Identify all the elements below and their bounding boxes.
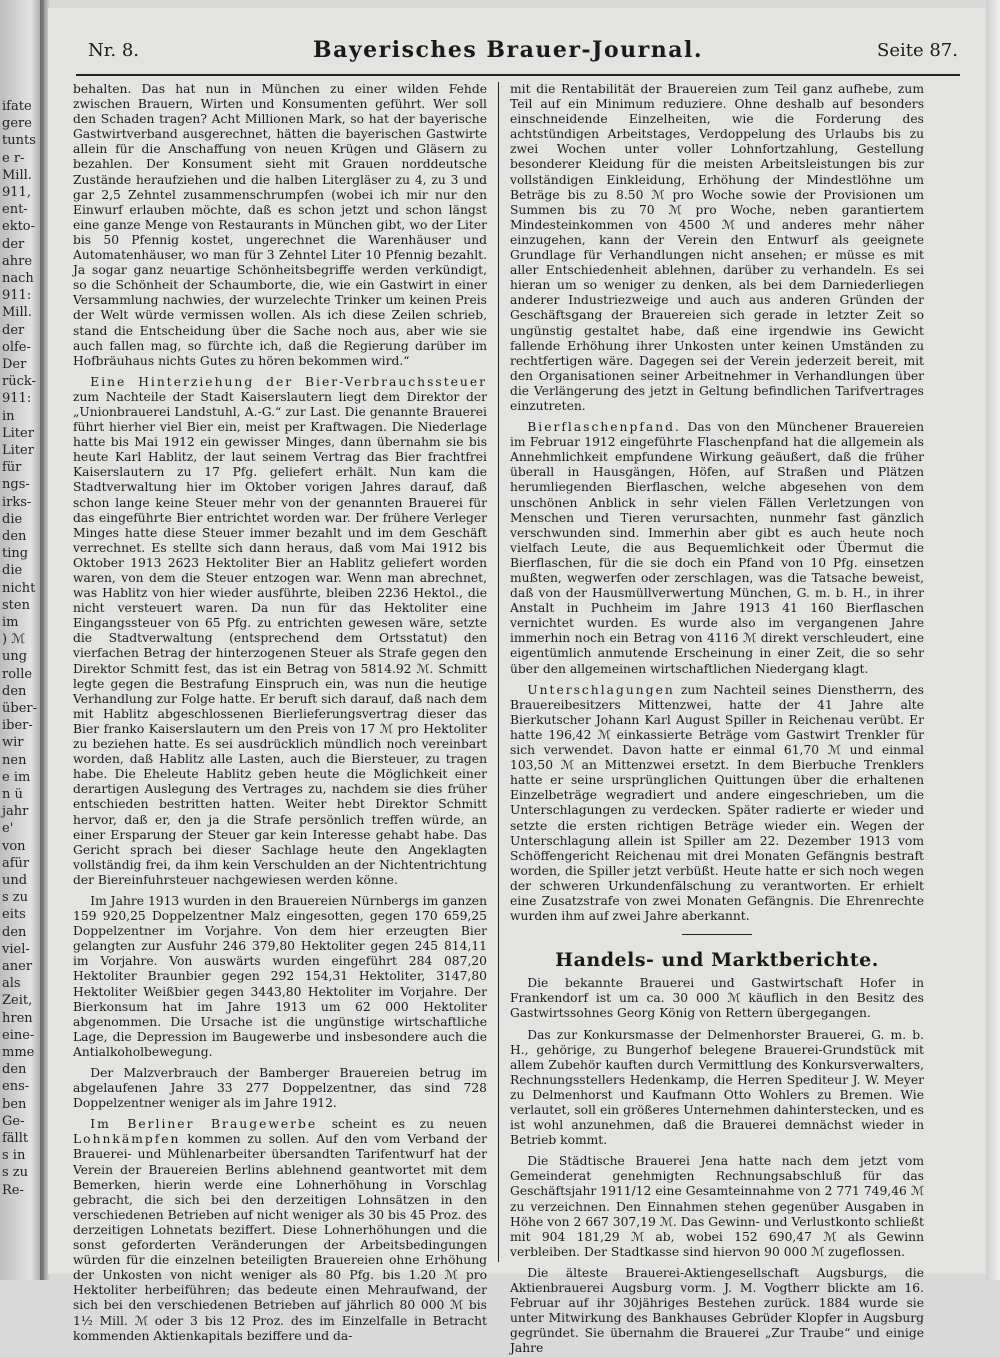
spine-text-fragment: ngs- [2, 477, 30, 493]
spine-text-fragment: 911: [2, 391, 32, 407]
spine-text-fragment: s zu [2, 890, 29, 906]
article-paragraph: mit die Rentabilität der Brauereien zum Teil ganz aufhebe, zum Teil auf ein Minimum reduziere. Ohne deshalb auf besonders einschneidende Einzelheiten, wie die Forderung des achtstündigen Arbeitstages, Verdoppelung des Urlaubs bis zu zwei Wochen unter voller Lohnfortzahlung, Gestellung besonderer Kleidung für die meisten Arbeitsleistungen bis zur vollständigen Einkleidung, Erhöhung der Mindestlöhne um Beträge bis zu 8.50 ℳ pro Woche sowie der Provisionen um Summen bis zu 70 ℳ pro Woche, neben garantiertem Mindesteinkommen von 4500 ℳ und anderes mehr näher einzugehen, kann der Verein den Entwurf als geeignete Grundlage für Verhandlungen nicht ansehen; er müsse es mit aller Entschiedenheit ablehnen, darüber zu verhandeln. Es sei hieran um so weniger zu denken, als bei dem Darniederliegen anderer Industriezweige und auch aus anderen Gründen der Geschäftsgang der Brauereien sich gerade in letzter Zeit so ungünstig gestaltet habe, daß eine irgendwie ins Gewicht fallende Erhöhung ihrer Unkosten unter keinen Umständen zu rechtfertigen wäre. Dagegen sei der Verein jederzeit bereit, mit den Organisationen seiner Arbeitnehmer in Verhandlungen über die Verlängerung des jetzt in Geltung befindlichen Tarifvertrages einzutreten. [510, 82, 924, 413]
spine-text-fragment: Zeit, [2, 993, 33, 1009]
spine-text-fragment: die [2, 511, 23, 527]
spine-text-fragment: Re- [2, 1182, 24, 1198]
spine-text-fragment: eine- [2, 1027, 35, 1043]
article-lead: Eine Hinterziehung der Bier-Verbrauchssteuer [90, 374, 487, 389]
header-rule [76, 74, 960, 76]
spine-text-fragment: den [2, 1062, 27, 1078]
spine-text-fragment: Mill. [2, 167, 32, 183]
article-paragraph: Im Jahre 1913 wurden in den Brauereien Nürnbergs im ganzen 159 920,25 Doppelzentner Malz eingesotten, gegen 170 659,25 Doppelzentner im Vorjahre. Von dem hier erzeugten Bier gelangten zur Ausfuhr 246 379,80 Hektoliter gegen 245 814,11 im Vorjahre. Von auswärts wurden eingeführt 284 087,20 Hektoliter Braunbier gegen 292 154,31 Hektoliter, 3147,80 Hektoliter Weißbier gegen 3443,80 Hektoliter im Vorjahre. Der Bierkonsum hat im Jahre 1913 um 62 000 Hektoliter abgenommen. Die Ursache ist die ungünstige wirtschaftliche Lage, die Depression im Baugewerbe und insbesondere auch die Antialkoholbewegung. [73, 893, 487, 1059]
spine-text-fragment: über- [2, 701, 37, 716]
spine-text-fragment: in [2, 408, 15, 424]
article-lead: Unterschlagungen [527, 682, 675, 697]
spine-text-fragment: ung [2, 649, 28, 665]
article-paragraph [510, 420, 924, 677]
spine-text-fragment: gere [2, 116, 32, 132]
section-divider [682, 934, 752, 935]
section-heading: Handels- und Marktberichte. [555, 949, 879, 972]
article-text: kommen zu sollen. Auf den vom Verband der Brauerei- und Mühlenarbeiter übersandten Tarifentwurf hat der Verein der Brauereien Berlins ablehnend geantwortet mit dem Bemerken, hierin werde eine Lohnerhöhung in Vorschlag gebracht, die sich bei den derzeitigen Lohnsätzen in den verschiedenen Betrieben auf nicht weniger als 30 bis 45 Proz. des derzeitigen Lohnetats beziffert. Diese Lohnerhöhungen und die sonst geforderten Veränderungen der Arbeitsbedingungen würden für die einzelnen beteiligten Brauereien ohne Erhöhung der Unkosten von nicht weniger als 80 Pfg. bis 1.20 ℳ pro Hektoliter herbeiführen; das bedeute einen Mehraufwand, der sich bei den verschiedenen Betrieben auf jährlich 80 000 ℳ bis 1½ Mill. ℳ oder 3 bis 12 Proz. des im Einzelfalle in Betracht kommenden Aktienkapitals beziffere und da- [73, 1132, 487, 1343]
spine-text-fragment: 911, [2, 185, 31, 200]
spine-text-fragment: der [2, 322, 25, 338]
spine-text-fragment: jahr [2, 804, 29, 820]
spine-text-fragment: s in [2, 1148, 26, 1164]
spine-text-fragment: nicht [2, 580, 36, 596]
article-paragraph [510, 683, 924, 925]
spine-text-fragment: s zu [2, 1165, 29, 1181]
article-text: scheint es zu neuen [331, 1117, 487, 1132]
spine-text-fragment: afür [2, 855, 30, 871]
spine-text-fragment: e' [2, 821, 14, 837]
spine-text-fragment: e r- [2, 150, 25, 166]
spine-text-fragment: von [2, 838, 26, 854]
spine-text-fragment: Ge- [2, 1113, 25, 1129]
spine-text-fragment: nen [2, 752, 27, 768]
spine-text-fragment: ekto- [2, 219, 36, 235]
journal-title: Bayerisches Brauer-Journal. [313, 37, 703, 63]
spine-text-fragment: fällt [2, 1131, 29, 1146]
spine-text-fragment: viel- [2, 941, 30, 957]
spine-text-fragment: ifate [2, 99, 32, 114]
page-edge [986, 0, 1000, 1280]
spine-text-fragment: ent- [2, 202, 28, 218]
column-divider [498, 82, 499, 1262]
spine-text-fragment: eits [2, 907, 26, 923]
article-paragraph: Die älteste Brauerei-Aktiengesellschaft Augsburgs, die Aktienbrauerei Augsburg vorm. J. M. Vogtherr blickte am 16. Februar auf ihr 30jähriges Bestehen zurück. 1884 wurde sie unter Mitwirkung des Bankhauses Gebrüder Klopfer in Augsburg gegründet. Sie übernahm die Brauerei „Zur Traube“ und einige Jahre [510, 1265, 924, 1356]
spine-text-fragment: ben [2, 1096, 27, 1112]
spine-text-fragment: als [2, 976, 21, 992]
spine-text-fragment: für [2, 460, 22, 476]
article-text: zum Nachteil seines Dienstherrn, des Brauereibesitzers Mittenzwei, hatte der 41 Jahre alte Bierkutscher Johann Karl August Spiller in Reichenau verübt. Er hatte 196,42 ℳ einkassierte Beträge vom Gastwirt Trenkler für sich verwendet. Davon hatte er einmal 61,70 ℳ und einmal 103,50 ℳ an Mittenzwei ersetzt. In dem Bierbuche Trenklers hatte er seine ursprünglichen Quittungen über die erhaltenen Einzelbeträge wegradiert und andere eingeschrieben, um die Unterschlagungen zu verdecken. Später radierte er wieder und setzte die ersten richtigen Beträge wieder ein. Wegen der Unterschlagung allein ist Spiller am 22. Dezember 1913 vom Schöffengericht Reichenau mit drei Monaten Gefängnis bestraft worden, die Spiller jetzt verbüßt. Heute hatte er sich noch wegen der schweren Urkundenfälschung zu verantworten. Er erhielt eine Zusatzstrafe von zwei Monaten Gefängnis. Die Ehrenrechte wurden ihm auf zwei Jahre aberkannt. [510, 682, 924, 924]
newspaper-page [48, 8, 986, 1356]
article-text: Das von den Münchener Brauereien im Februar 1912 eingeführte Flaschenpfand hat die allgemein als Annehmlichkeit empfundene Wirkung geäußert, daß die früher überall in Hausgängen, Höfen, auf Straßen und Plätzen herumliegenden Bierflaschen, welche abgesehen von dem unschönen Anblick in sehr vielen Fällen Verletzungen von Menschen und Tieren verursachten, nunmehr fast gänzlich verschwunden sind. Immerhin aber gibt es auch heute noch vielfach Leute, die aus Bequemlichkeit oder Übermut die Bierflaschen, für die sie doch ein Pfand von 10 Pfg. einsetzen mußten, wegwerfen oder zerschlagen, was die Tatsache beweist, daß von der Hausmüllverwertung München, G. m. b. H., in ihrer Anstalt in Puchheim im Jahre 1913 41 160 Bierflaschen vernichtet wurden. Es wurde also im vergangenen Jahre immerhin noch ein Betrag von 4116 ℳ direkt verschleudert, eine eigentümlich anmutende Erscheinung in einer Zeit, die so sehr über den allgemeinen wirtschaftlichen Niedergang klagt. [510, 420, 924, 676]
spine-text-fragment: den [2, 924, 27, 940]
spine-text-fragment: e im [2, 769, 31, 785]
spine-text-fragment: mme [2, 1045, 35, 1060]
spine-text-fragment: ting [2, 546, 29, 562]
spine-text-fragment: im [2, 615, 19, 630]
spine-text-fragment: ) ℳ [2, 632, 26, 648]
article-lead: Bierflaschenpfand. [527, 420, 681, 435]
spine-text-fragment: den [2, 529, 27, 544]
spine-text-fragment: n ü [2, 787, 23, 802]
spine-text-fragment: ahre [2, 253, 33, 269]
spine-text-fragment: rolle [2, 666, 33, 682]
spine-text-fragment: den [2, 683, 27, 699]
spine-text-fragment: nach [2, 271, 34, 286]
article-paragraph [73, 375, 487, 888]
spine-text-fragment: sten [2, 597, 30, 613]
spine-text-fragment: Mill. [2, 305, 32, 321]
article-paragraph: Das zur Konkursmasse der Delmenhorster Brauerei, G. m. b. H., gehörige, zu Bungerhof belegene Brauerei-Grundstück mit allem Zubehör kauften durch Vermittlung des Konkursverwalters, Rechnungsstellers Hedenkamp, die Herren Spediteur J. W. Meyer zu Delmenhorst und Kaufmann Otto Wohlers zu Bremen. Wie verlautet, soll ein größeres Unternehmen dahinterstecken, und es ist wohl anzunehmen, daß die Brauerei demnächst wieder in Betrieb kommt. [510, 1027, 924, 1148]
spine-text-fragment: rück- [2, 374, 36, 390]
adjacent-page-spine [0, 0, 44, 1280]
article-lead: Lohnkämpfen [73, 1132, 181, 1147]
article-paragraph [73, 1117, 487, 1343]
spine-text-fragment: aner [2, 959, 33, 974]
page-header [88, 30, 958, 70]
spine-text-fragment: tunts [2, 133, 36, 149]
article-paragraph: behalten. Das hat nun in München zu einer wilden Fehde zwischen Brauern, Wirten und Konsumenten geführt. Wer soll den Schaden tragen? Acht Millionen Mark, so hat der bayerische Gastwirtverband ausgerechnet, hätten die bayerischen Gastwirte allein für die Anschaffung von neuen Krügen und Gläsern zu bezahlen. Der Konsument sieht mit Grauen norddeutsche Zustände heraufziehen und die halben Litergläser zu 4, zu 3 und gar 2,5 Zehntel zusammenschrumpfen (wobei ich mir nur den Einwurf erlauben möchte, daß es schon jetzt und schon längst eine ganze Menge von Restaurants in München gibt, wo der Liter bis 50 Pfennig kostet, ungerechnet die Warenhäuser und Automatenhäuser, wo man für 3 Zehntel Liter 10 Pfennig bezahlt. Ja sogar ganz neuartige Schönheitsbegriffe werden verkündigt, so die Schönheit der Schaumborte, die, wie ein Gastwirt in einer Versammlung nachwies, der wurzelechte Trinker um keinen Preis der Welt würde vermissen wollen. Als ich diese Zeilen schrieb, stand die Entscheidung über die Sache noch aus, aber wie sie auch fallen mag, so fürchte ich, daß die Regierung darüber im Hofbräuhaus nichts Gutes zu hören bekommen wird.“ [73, 82, 487, 368]
spine-text-fragment: und [2, 873, 28, 888]
spine-text-fragment: olfe- [2, 339, 31, 355]
spine-text-fragment: hren [2, 1010, 33, 1026]
article-paragraph: Der Malzverbrauch der Bamberger Brauereien betrug im abgelaufenen Jahre 33 277 Doppelzentner, das sind 728 Doppelzentner weniger als im Jahre 1912. [73, 1066, 487, 1111]
spine-text-fragment: Liter [2, 443, 34, 458]
spine-text-fragment: 911: [2, 288, 32, 304]
article-lead: Im Berliner Braugewerbe [90, 1117, 318, 1132]
spine-text-fragment: Der [2, 357, 27, 372]
right-column [510, 82, 924, 1356]
page-number: Seite 87. [877, 39, 958, 61]
spine-text-fragment: irks- [2, 494, 32, 510]
spine-text-fragment: Liter [2, 425, 34, 441]
issue-number: Nr. 8. [88, 39, 139, 61]
left-column [73, 82, 487, 1343]
article-paragraph: Die Städtische Brauerei Jena hatte nach dem jetzt vom Gemeinderat genehmigten Rechnungsabschluß für das Geschäftsjahr 1911/12 eine Gesamteinnahme von 2 771 749,46 ℳ zu verzeichnen. Den Einnahmen stehen gegenüber Ausgaben in Höhe von 2 667 307,19 ℳ. Das Gewinn- und Verlustkonto schließt mit 904 181,29 ℳ ab, wobei 152 690,47 ℳ als Gewinn verbleiben. Der Stadtkasse sind hiervon 90 000 ℳ zugeflossen. [510, 1154, 924, 1259]
spine-text-fragment: iber- [2, 718, 33, 734]
article-paragraph: Die bekannte Brauerei und Gastwirtschaft Hofer in Frankendorf ist um ca. 30 000 ℳ käuflich in den Besitz des Gastwirtssohnes Georg König von Rettern übergegangen. [510, 976, 924, 1021]
article-text: zum Nachteile der Stadt Kaiserslautern liegt dem Direktor der „Unionbrauerei Landstuhl, A.-G.“ zur Last. Die genannte Brauerei führt hierher viel Bier ein, meist per Kraftwagen. Die Niederlage hatte bis Mai 1912 ein gewisser Minges, dann übernahm sie bis heute Karl Hablitz, der laut seinem Vertrag das Bier frachtfrei Kaiserslautern zu 17 Pfg. geliefert erhält. Nun kam die Stadtverwaltung hier im Oktober vorigen Jahres darauf, daß schon lange keine Steuer mehr von der genannten Brauerei für das eingeführte Bier entrichtet worden war. Der frühere Verleger Minges hatte diese Steuer immer bezahlt und im dem Geschäft verrechnet. Es stellte sich dann heraus, daß vom Mai 1912 bis Oktober 1913 2623 Hektoliter Bier an Hablitz geliefert worden waren, von dem die Steuer entzogen war. Wenn man abrechnet, was Hablitz von hier wieder ausführte, bleiben 2236 Hektol., die nicht versteuert waren. Da nun für das Hektoliter eine Eingangssteuer von 65 Pfg. zu entrichten gewesen wäre, setzte die Stadtverwaltung (entsprechend dem Ortsstatut) den vierfachen Betrag der hinterzogenen Steuer als Strafe gegen den Direktor Schmitt fest, das ist ein Betrag von 5814.92 ℳ. Schmitt legte gegen die Bestrafung Einspruch ein, was nun die heutige Verhandlung zur Folge hatte. Er beruft sich darauf, daß nach dem mit Hablitz abgeschlossenen Bierlieferungsvertrag dieser das Bier franko Kaiserslautern um den Preis von 17 ℳ pro Hektoliter zu beziehen hatte. Es sei ausdrücklich mündlich noch vereinbart worden, daß Hablitz alle Lasten, auch die Biersteuer, zu tragen habe. Die Eheleute Hablitz geben heute die Möglichkeit einer derartigen Auslegung des Vertrages zu, nachdem sie dies früher entschieden bestritten hatten. Weiter hebt Direktor Schmitt hervor, daß er, den ja die Strafe persönlich treffen würde, an einer Ersparung der Steuer gar kein Interesse gehabt habe. Das Gericht sprach bei dieser Sachlage heute den Angeklagten vollständig frei, da ihm kein Verschulden an der Nichtentrichtung der Biereinfuhrsteuer nachgewiesen werden könne. [73, 389, 487, 887]
spine-text-fragment: die [2, 563, 23, 579]
spine-text-fragment: wir [2, 735, 24, 751]
spine-text-fragment: ens- [2, 1079, 30, 1095]
spine-text-fragment: der [2, 236, 25, 252]
